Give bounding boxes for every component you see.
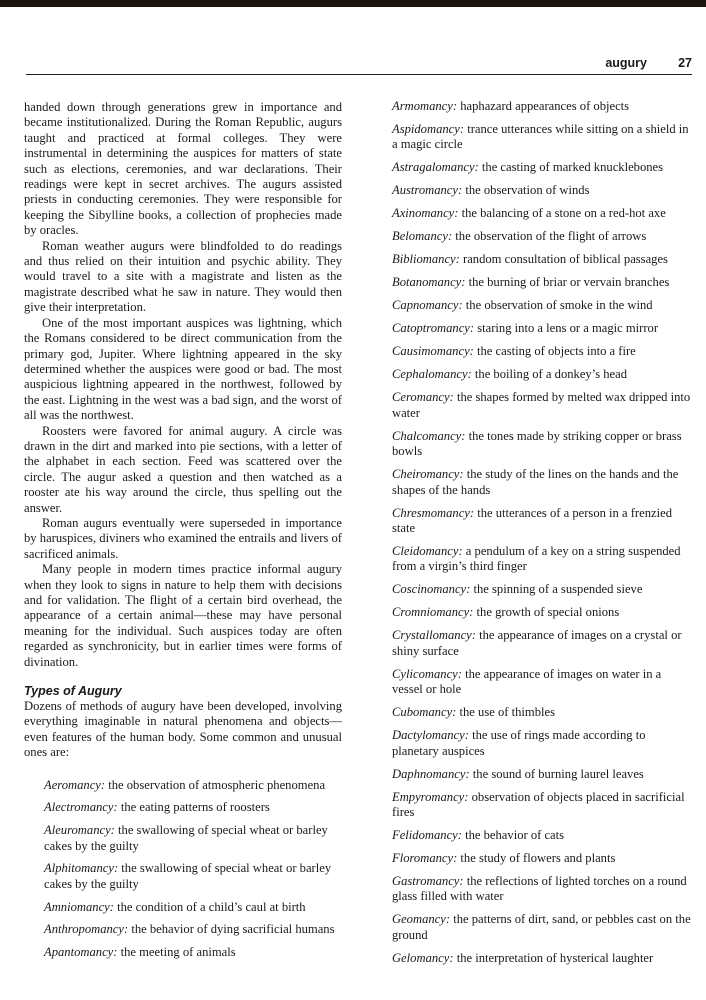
entry-definition: the use of thimbles	[456, 705, 555, 720]
entry-definition: the behavior of dying sacrificial humans	[128, 922, 335, 937]
entry-definition: the boiling of a donkey’s head	[471, 367, 628, 382]
entry-definition: staring into a lens or a magic mirror	[474, 321, 659, 336]
entry-term: Cephalomancy:	[392, 367, 472, 382]
augury-entry	[392, 390, 692, 421]
top-edge-bar	[0, 0, 706, 7]
entry-definition: the reflections of lighted torches on a round glass filled with water	[392, 874, 687, 904]
entry-definition: the spinning of a suspended sieve	[470, 582, 643, 597]
augury-entry	[24, 945, 342, 960]
entry-term: Alectromancy:	[44, 800, 118, 815]
entry-definition: the tones made by striking copper or brass bowls	[392, 428, 682, 459]
augury-entry	[392, 367, 692, 382]
augury-entry	[392, 122, 692, 153]
entry-term: Gastromancy:	[392, 874, 464, 889]
entry-term: Capnomancy:	[392, 298, 463, 313]
body-paragraph: handed down through generations grew in importance and became institutionalized. During the Roman Republic, augurs taught and practiced at formal colleges. They were instrumental in determining the auspices for matters of state such as elections, ceremonies, and war declarations. Their readings were kept in secret archives. The augurs assisted priests in conducting ceremonies. They were responsible for keeping the Sibylline books, a collection of prophecies made by oracles.	[24, 100, 342, 238]
entry-definition: the behavior of cats	[461, 828, 565, 843]
augury-entry	[392, 506, 692, 537]
augury-entry	[392, 298, 692, 313]
entry-definition: the observation of winds	[462, 183, 590, 198]
entry-term: Aeromancy:	[44, 777, 106, 792]
entry-term: Botanomancy:	[392, 275, 466, 290]
entry-definition: trance utterances while sitting on a shield in a magic circle	[392, 122, 689, 152]
entry-term: Crystallomancy:	[392, 628, 476, 643]
augury-list-right	[392, 99, 692, 966]
body-paragraph: Roman augurs eventually were superseded in importance by haruspices, diviners who examined the entrails and livers of sacrificed animals.	[24, 515, 342, 561]
entry-term: Astragalomancy:	[392, 160, 479, 175]
running-head: augury	[605, 56, 647, 70]
entry-term: Dactylomancy:	[392, 728, 469, 743]
augury-entry	[24, 900, 342, 915]
augury-entry	[392, 790, 692, 821]
body-paragraph: One of the most important auspices was lightning, which the Romans considered to be direct communication from the primary god, Jupiter. Where lightning appeared in the sky determined whether the auspices were good or bad. The most auspicious lightning appeared in the northwest, followed by the east. Lightning in the west was a bad sign, and the worst of all was the northwest.	[24, 315, 342, 423]
entry-definition: the shapes formed by melted wax dripped into water	[392, 390, 691, 420]
entry-definition: the casting of objects into a fire	[473, 344, 636, 359]
entry-term: Felidomancy:	[392, 828, 462, 843]
entry-definition: the meeting of animals	[117, 945, 236, 960]
entry-definition: the appearance of images on water in a vessel or hole	[392, 666, 662, 697]
entry-term: Cylicomancy:	[392, 666, 462, 681]
augury-entry	[392, 183, 692, 198]
entry-term: Geomancy:	[392, 912, 451, 927]
entry-term: Axinomancy:	[392, 206, 459, 221]
entry-definition: the observation of smoke in the wind	[462, 298, 653, 313]
header-rule	[26, 74, 692, 75]
entry-term: Coscinomancy:	[392, 582, 471, 597]
entry-term: Apantomancy:	[44, 945, 118, 960]
entry-definition: random consultation of biblical passages	[459, 252, 668, 267]
augury-entry	[392, 467, 692, 498]
entry-term: Empyromancy:	[392, 789, 469, 804]
entry-definition: haphazard appearances of objects	[457, 99, 630, 113]
augury-entry	[392, 321, 692, 336]
augury-entry	[392, 344, 692, 359]
augury-entry	[392, 705, 692, 720]
entry-definition: the growth of special onions	[473, 605, 620, 620]
entry-definition: the study of the lines on the hands and the shapes of the hands	[392, 467, 679, 497]
augury-entry	[392, 828, 692, 843]
body-paragraph: Roman weather augurs were blindfolded to do readings and thus relied on their intuition and psychic ability. They would travel to a site with a magistrate and listen as the magistrate described what he saw in nature. They would then give their interpretation.	[24, 238, 342, 315]
entry-term: Alphitomancy:	[44, 861, 119, 876]
entry-definition: the swallowing of special wheat or barley cakes by the guilty	[44, 861, 332, 891]
entry-term: Cromniomancy:	[392, 605, 474, 620]
entry-term: Floromancy:	[392, 851, 458, 866]
augury-entry	[392, 874, 692, 905]
entry-term: Armomancy:	[392, 99, 458, 113]
entry-term: Gelomancy:	[392, 950, 454, 965]
entry-definition: the observation of the flight of arrows	[452, 229, 647, 244]
entry-definition: the use of rings made according to planetary auspices	[392, 728, 646, 758]
augury-entry	[24, 861, 342, 892]
entry-term: Amniomancy:	[44, 899, 114, 914]
entry-definition: the utterances of a person in a frenzied state	[392, 505, 672, 536]
entry-term: Chalcomancy:	[392, 428, 466, 443]
augury-entry	[392, 206, 692, 221]
section-intro: Dozens of methods of augury have been developed, involving everything imaginable in natural phenomena and objects—even features of the human body. Some common and unusual ones are:	[24, 699, 342, 760]
entry-term: Cleidomancy:	[392, 544, 463, 559]
entry-term: Anthropomancy:	[44, 922, 129, 937]
entry-definition: the balancing of a stone on a red-hot axe	[458, 206, 666, 221]
entry-definition: the observation of atmospheric phenomena	[105, 777, 326, 792]
augury-entry	[392, 275, 692, 290]
augury-entry	[24, 778, 342, 793]
entry-definition: the patterns of dirt, sand, or pebbles cast on the ground	[392, 912, 691, 942]
body-paragraph: Roosters were favored for animal augury. A circle was drawn in the dirt and marked into pie sections, with a letter of the alphabet in each section. Feed was scattered over the circle. The augur asked a question and then watched as a rooster ate his way around the circle, thus spelling out the answer.	[24, 423, 342, 515]
augury-entry	[24, 922, 342, 937]
augury-entry	[392, 912, 692, 943]
augury-entry	[392, 99, 692, 114]
augury-entry	[392, 429, 692, 460]
augury-entry	[24, 800, 342, 815]
augury-entry	[392, 160, 692, 175]
augury-entry	[392, 229, 692, 244]
augury-entry	[392, 605, 692, 620]
entry-definition: the sound of burning laurel leaves	[469, 766, 644, 781]
page-header	[26, 56, 692, 74]
entry-term: Bibliomancy:	[392, 252, 460, 267]
augury-list-left	[24, 778, 342, 961]
entry-term: Aleuromancy:	[44, 823, 115, 838]
augury-entry	[392, 628, 692, 659]
augury-entry	[392, 667, 692, 698]
augury-entry	[392, 252, 692, 267]
augury-entry	[392, 728, 692, 759]
entry-definition: the eating patterns of roosters	[117, 800, 270, 815]
augury-entry	[392, 582, 692, 597]
entry-definition: the study of flowers and plants	[457, 851, 616, 866]
left-column	[24, 100, 342, 968]
augury-entry	[392, 951, 692, 966]
entry-term: Daphnomancy:	[392, 766, 470, 781]
entry-definition: the interpretation of hysterical laughter	[453, 950, 654, 965]
entry-definition: the swallowing of special wheat or barley cakes by the guilty	[44, 823, 328, 853]
right-column	[392, 99, 692, 974]
entry-definition: a pendulum of a key on a string suspended from a virgin’s third finger	[392, 544, 681, 574]
augury-entry	[392, 544, 692, 575]
entry-term: Chresmomancy:	[392, 505, 475, 520]
entry-term: Causimomancy:	[392, 344, 474, 359]
augury-entry	[392, 767, 692, 782]
entry-term: Cheiromancy:	[392, 467, 464, 482]
entry-term: Ceromancy:	[392, 390, 454, 405]
entry-definition: the casting of marked knucklebones	[478, 160, 664, 175]
entry-definition: the appearance of images on a crystal or shiny surface	[392, 628, 682, 658]
body-paragraph: Many people in modern times practice informal augury when they look to signs in nature to help them with decisions and for validation. The flight of a certain bird overhead, the appearance of a certain animal—these may have personal meaning for the individual. Such auspices today are often regarded as synchronicity, but in earlier times were forms of divination.	[24, 562, 342, 669]
section-heading: Types of Augury	[24, 684, 122, 699]
augury-entry	[24, 823, 342, 854]
entry-term: Belomancy:	[392, 229, 453, 244]
page-number: 27	[678, 56, 692, 70]
augury-entry	[392, 851, 692, 866]
entry-term: Austromancy:	[392, 183, 463, 198]
entry-definition: the condition of a child’s caul at birth	[113, 899, 306, 914]
entry-term: Catoptromancy:	[392, 321, 475, 336]
entry-term: Cubomancy:	[392, 705, 457, 720]
entry-term: Aspidomancy:	[392, 122, 465, 136]
entry-definition: observation of objects placed in sacrificial fires	[392, 789, 685, 820]
entry-definition: the burning of briar or vervain branches	[465, 275, 670, 290]
